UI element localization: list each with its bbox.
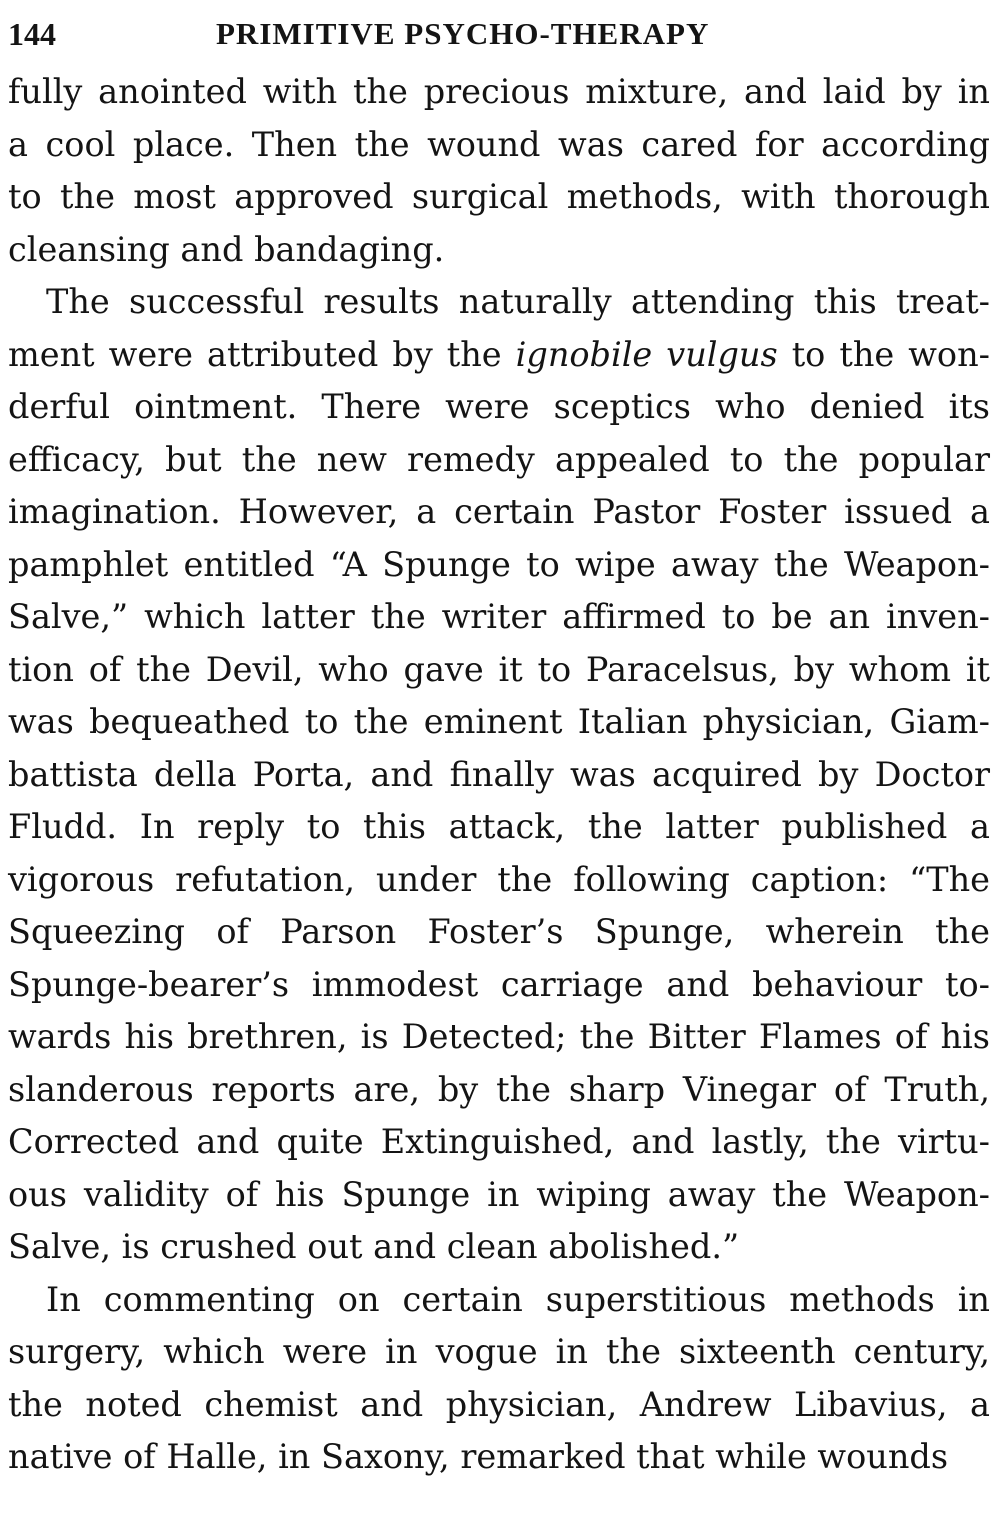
text-line — [8, 1431, 990, 1484]
text-run: Corrected and quite Extinguished, and lastly, the virtu- — [8, 1122, 990, 1161]
text-run: was bequeathed to the eminent Italian physician, Giam- — [8, 702, 990, 741]
text-line — [8, 171, 990, 224]
text-run: tion of the Devil, who gave it to Paracelsus, by whom it — [8, 649, 990, 689]
text-line — [8, 1274, 990, 1327]
text-run: fully anointed with the precious mixture, and laid by in — [8, 72, 990, 111]
text-run: cleansing and bandaging. — [8, 229, 445, 269]
book-page — [8, 10, 990, 1484]
text-run: battista della Porta, and finally was acquired by Doctor — [8, 754, 990, 794]
running-head — [8, 10, 990, 66]
text-line — [8, 224, 990, 277]
text-line — [8, 1064, 990, 1117]
text-run: Squeezing of Parson Foster’s Spunge, wherein the — [8, 912, 990, 951]
text-run: efficacy, but the new remedy appealed to the popular — [8, 439, 990, 479]
paragraph — [8, 1274, 990, 1484]
text-line — [8, 749, 990, 802]
text-line — [8, 1169, 990, 1222]
text-run: imagination. However, a certain Pastor Foster issued a — [8, 492, 990, 531]
text-run: wards his brethren, is Detected; the Bitter Flames of his — [8, 1017, 990, 1056]
text-run: Fludd. In reply to this attack, the latter published a — [8, 807, 990, 846]
text-run: pamphlet entitled “A Spunge to wipe away the Weapon- — [8, 544, 990, 584]
text-line — [8, 66, 990, 119]
text-run: Salve,” which latter the writer affirmed to be an inven- — [8, 597, 990, 636]
text-run: to the most approved surgical methods, with thorough — [8, 177, 990, 216]
text-run: ous validity of his Spunge in wiping away the Weapon- — [8, 1174, 990, 1214]
text-line — [8, 854, 990, 907]
text-line — [8, 119, 990, 172]
text-run: In commenting on certain superstitious methods in — [46, 1279, 990, 1319]
text-run: the noted chemist and physician, Andrew Libavius, a — [8, 1384, 990, 1424]
text-run: to the won- — [777, 334, 990, 374]
text-run: native of Halle, in Saxony, remarked that while wounds — [8, 1437, 949, 1476]
text-line — [8, 959, 990, 1012]
text-run: The successful results naturally attending this treat- — [46, 282, 990, 321]
text-line — [8, 276, 990, 329]
text-run: vigorous refutation, under the following caption: “The — [8, 859, 990, 899]
text-line — [8, 1326, 990, 1379]
text-line — [8, 1379, 990, 1432]
text-run: ment were attributed by the — [8, 334, 516, 374]
text-run: a cool place. Then the wound was cared for according — [8, 124, 990, 164]
page-number: 144 — [8, 16, 56, 52]
text-line — [8, 591, 990, 644]
paragraph — [8, 276, 990, 1274]
text-line — [8, 906, 990, 959]
text-run: surgery, which were in vogue in the sixteenth century, — [8, 1332, 990, 1371]
text-line — [8, 801, 990, 854]
text-line — [8, 486, 990, 539]
body-text — [8, 66, 990, 1484]
text-line — [8, 381, 990, 434]
text-run: slanderous reports are, by the sharp Vinegar of Truth, — [8, 1069, 990, 1109]
text-line — [8, 644, 990, 697]
text-line — [8, 696, 990, 749]
text-line — [8, 434, 990, 487]
italic-term: ignobile vulgus — [515, 334, 778, 374]
text-run: Spunge-bearer’s immodest carriage and behaviour to- — [8, 964, 990, 1004]
paragraph — [8, 66, 990, 276]
running-title: PRIMITIVE PSYCHO-THERAPY — [216, 16, 710, 51]
text-run: Salve, is crushed out and clean abolished.” — [8, 1227, 740, 1266]
text-run: derful ointment. There were sceptics who denied its — [8, 387, 990, 426]
text-line — [8, 539, 990, 592]
text-line — [8, 1116, 990, 1169]
text-line — [8, 329, 990, 382]
text-line — [8, 1221, 990, 1274]
text-line — [8, 1011, 990, 1064]
